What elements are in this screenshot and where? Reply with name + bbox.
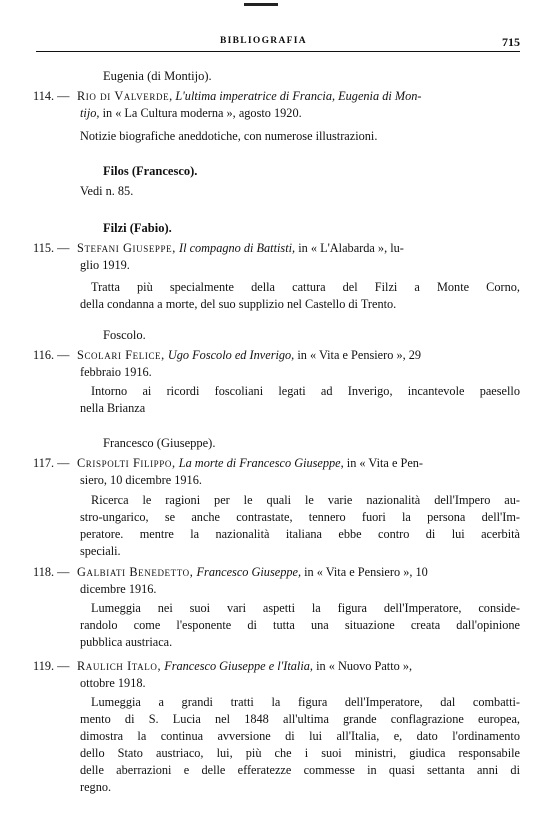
page-number: 715 [502,35,520,49]
entry-title: Francesco Giuseppe e l'Italia, [164,659,313,673]
entry-title: L'ultima imperatrice di Francia, Eugenia di Mon- [175,89,422,103]
page-header [36,36,520,50]
entry-number: 114. — [33,89,70,103]
annotation-line: speciali. [80,544,121,558]
annotation-line: peratore. mentre la nazionalità italiana ebbe contro di lui acerbità [80,527,520,541]
entry-publication: in « La Cultura moderna », agosto 1920. [102,106,302,120]
entry-number: 116. — [33,348,70,362]
subject-heading-foscolo: Foscolo. [103,328,146,342]
entry-annotation [80,694,520,796]
entry-publication: in « Vita e Pen- [346,456,424,470]
entry-date: siero, 10 dicembre 1916. [80,473,202,487]
annotation-line: Tratta più specialmente della cattura del Filzi a Monte Corno, [91,280,520,294]
annotation-line: regno. [80,780,112,794]
annotation-line: Lumeggia a grandi tratti la figura dell'Imperatore, dal combatti- [91,695,520,709]
entry-annotation [80,492,520,560]
entry-date: dicembre 1916. [80,582,157,596]
running-title: BIBLIOGRAFIA [220,36,307,46]
entry-title: Il compagno di Battisti, [178,241,296,255]
annotation-line: Ricerca le ragioni per le quali le varie nazionalità dell'Impero au- [91,493,520,507]
entry-number: 119. — [33,659,70,673]
entry-number: 115. — [33,241,70,255]
cross-reference: Vedi n. 85. [80,184,134,198]
header-rule [36,51,520,52]
ink-smudge [244,3,278,6]
annotation-line: pubblica austriaca. [80,635,173,649]
entry-date: glio 1919. [80,258,130,272]
annotation-line: Lumeggia nei suoi vari aspetti la figura dell'Imperatore, conside- [91,601,520,615]
entry-author: Scolari Felice, [77,348,165,362]
entry-119 [33,658,522,692]
entry-annotation [80,279,520,313]
entry-118 [33,564,522,598]
entry-date: febbraio 1916. [80,365,152,379]
subject-heading-eugenia: Eugenia (di Montijo). [103,69,212,83]
entry-author: Raulich Italo, [77,659,162,673]
entry-115 [33,240,522,274]
entry-author: Crispolti Filippo, [77,456,176,470]
subject-heading-filos: Filos (Francesco). [103,164,198,178]
entry-publication: in « Vita e Pensiero », 29 [297,348,422,362]
entry-date: ottobre 1918. [80,676,146,690]
entry-title-continued: tijo, [80,106,100,120]
annotation-line: nella Brianza [80,401,146,415]
entry-title: Francesco Giuseppe, [196,565,302,579]
entry-title: La morte di Francesco Giuseppe, [178,456,344,470]
entry-author: Stefani Giuseppe, [77,241,176,255]
annotation-line: randolo come l'esponente di tutta una situazione creata dall'opinione [80,618,520,632]
annotation-line: della condanna a morte, del suo supplizio nel Castello di Trento. [80,297,397,311]
entry-116 [33,347,522,381]
entry-annotation [80,383,520,417]
subject-heading-francesco: Francesco (Giuseppe). [103,436,216,450]
entry-number: 117. — [33,456,70,470]
entry-annotation [80,600,520,651]
entry-number: 118. — [33,565,70,579]
annotation-line: delle aberrazioni e delle efferatezze commesse in quasi settanta anni di [80,763,520,777]
entry-114: 114. — Rio di Valverde, L'ultima imperatrice di Francia, Eugenia di Mon- tijo, in « La Cultura moderna », agosto 1920. [33,89,422,120]
subject-heading-filzi: Filzi (Fabio). [103,221,172,235]
annotation-line: mento di S. Lucia nel 1848 all'ultima grande conflagrazione europea, [80,712,520,726]
annotation-line: stro-ungarico, se anche contrastate, tennero fuori la persona dell'Im- [80,510,520,524]
entry-publication: in « Vita e Pensiero », 10 [304,565,428,579]
entry-publication: in « L'Alabarda », lu- [298,241,404,255]
entry-title: Ugo Foscolo ed Inverigo, [167,348,295,362]
entry-annotation: Notizie biografiche aneddotiche, con numerose illustrazioni. [80,129,378,143]
entry-publication: in « Nuovo Patto », [316,659,413,673]
annotation-line: dello Stato austriaco, lui, più che i suoi ministri, giudica responsabile [80,746,520,760]
entry-author: Galbiati Benedetto, [77,565,194,579]
entry-117 [33,455,522,489]
annotation-line: dimostra la continua avversione di lui all'Italia, e, dato l'ordinamento [80,729,520,743]
annotation-line: Intorno ai ricordi foscoliani legati ad Inverigo, incantevole paesello [91,384,520,398]
entry-author: Rio di Valverde [77,89,170,103]
